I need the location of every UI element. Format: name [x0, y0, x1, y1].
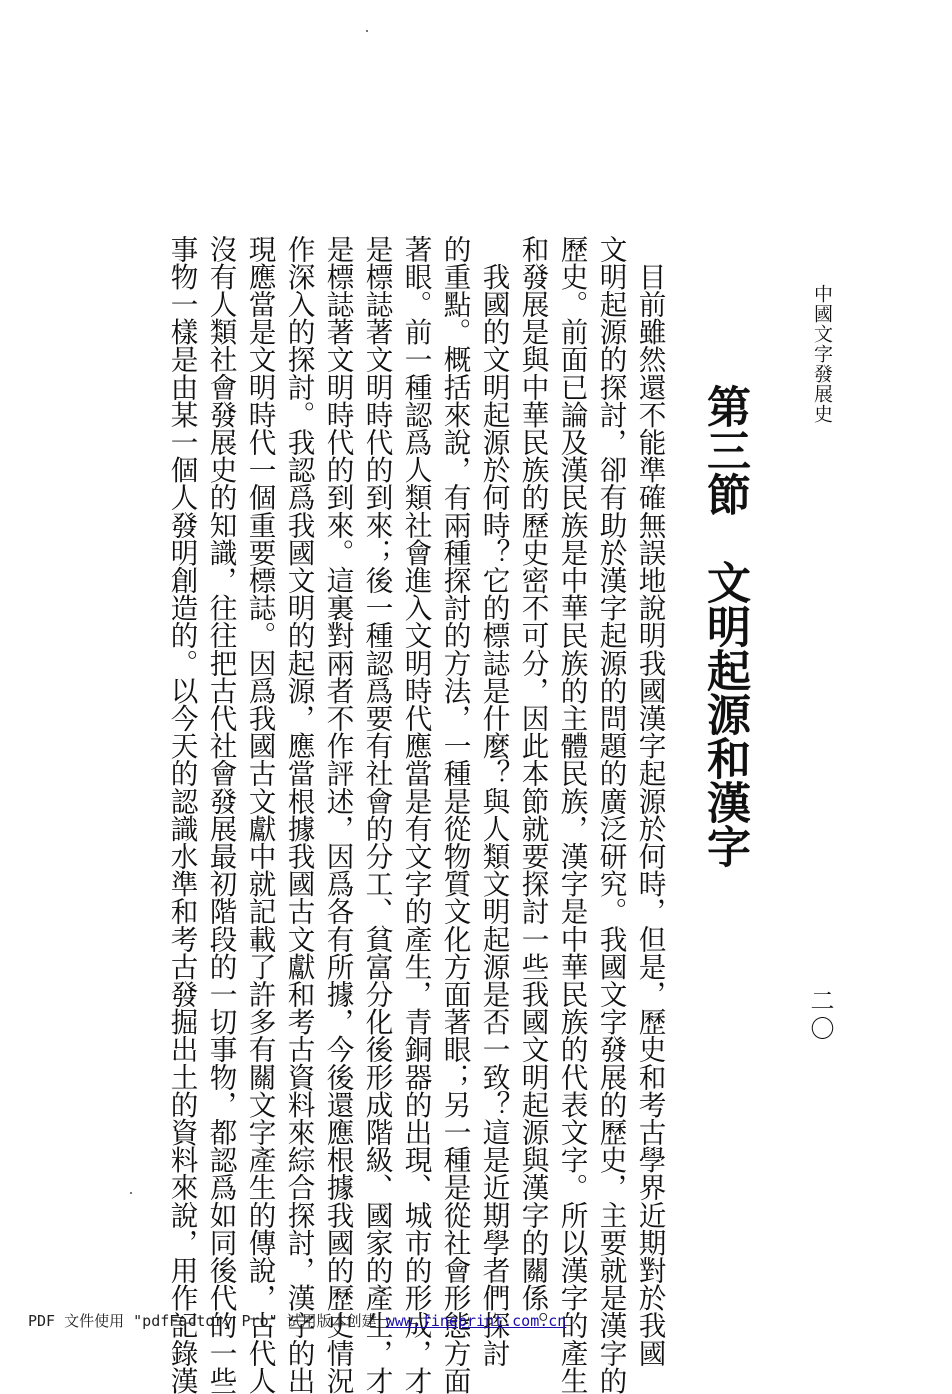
body-line: 的重點。概括來說，有兩種探討的方法，一種是從物質文化方面著眼；另一種是從社會形態方面 — [438, 235, 472, 1394]
running-head: 中國文字發展史 — [811, 284, 833, 424]
body-line: 作深入的探討。我認爲我國文明的起源，應當根據我國古文獻和考古資料來綜合探討，漢字的出 — [282, 235, 316, 1394]
page-number: 二〇 — [806, 988, 834, 1044]
pdf-footer — [28, 1310, 566, 1331]
body-line: 歷史。前面已論及漢民族是中華民族的主體民族，漢字是中華民族的代表文字。所以漢字的產生 — [555, 235, 589, 1394]
scan-speck-top — [366, 30, 368, 32]
footer-link[interactable]: www.fineprint.com.cn — [385, 1312, 567, 1330]
body-line: 沒有人類社會發展史的知識，往往把古代社會發展最初階段的一切事物，都認爲如同後代的一些 — [204, 235, 238, 1394]
scan-speck-bottom — [130, 1192, 132, 1194]
body-line: 著眼。前一種認爲人類社會進入文明時代應當是有文字的產生，青銅器的出現、城市的形成，才 — [399, 235, 433, 1394]
body-line: 目前雖然還不能準確無誤地說明我國漢字起源於何時，但是，歷史和考古學界近期對於我國 — [633, 235, 667, 1367]
body-line: 和發展是與中華民族的歷史密不可分，因此本節就要探討一些我國文明起源與漢字的關係。 — [516, 235, 550, 1339]
section-title: 第三節 文明起源和漢字 — [699, 384, 750, 868]
body-line: 是標誌著文明時代的到來；後一種認爲要有社會的分工、貧富分化後形成階級、國家的產生，才 — [360, 235, 394, 1394]
body-line: 是標誌著文明時代的到來。這裏對兩者不作評述，因爲各有所據，今後還應根據我國的歷史情況 — [321, 235, 355, 1394]
body-line: 我國的文明起源於何時？它的標誌是什麼？與人類文明起源是否一致？這是近期學者們探討 — [477, 235, 511, 1367]
body-line: 文明起源的探討，卻有助於漢字起源的問題的廣泛研究。我國文字發展的歷史，主要就是漢字的 — [594, 235, 628, 1394]
footer-text: PDF 文件使用 "pdfFactory Pro" 试用版本创建 — [28, 1312, 386, 1330]
body-line: 事物一樣是由某一個人發明創造的。以今天的認識水準和考古發掘出土的資料來說，用作記錄漢 — [165, 235, 199, 1394]
body-line: 現應當是文明時代一個重要標誌。因爲我國古文獻中就記載了許多有關文字產生的傳說，古代人 — [243, 235, 277, 1394]
